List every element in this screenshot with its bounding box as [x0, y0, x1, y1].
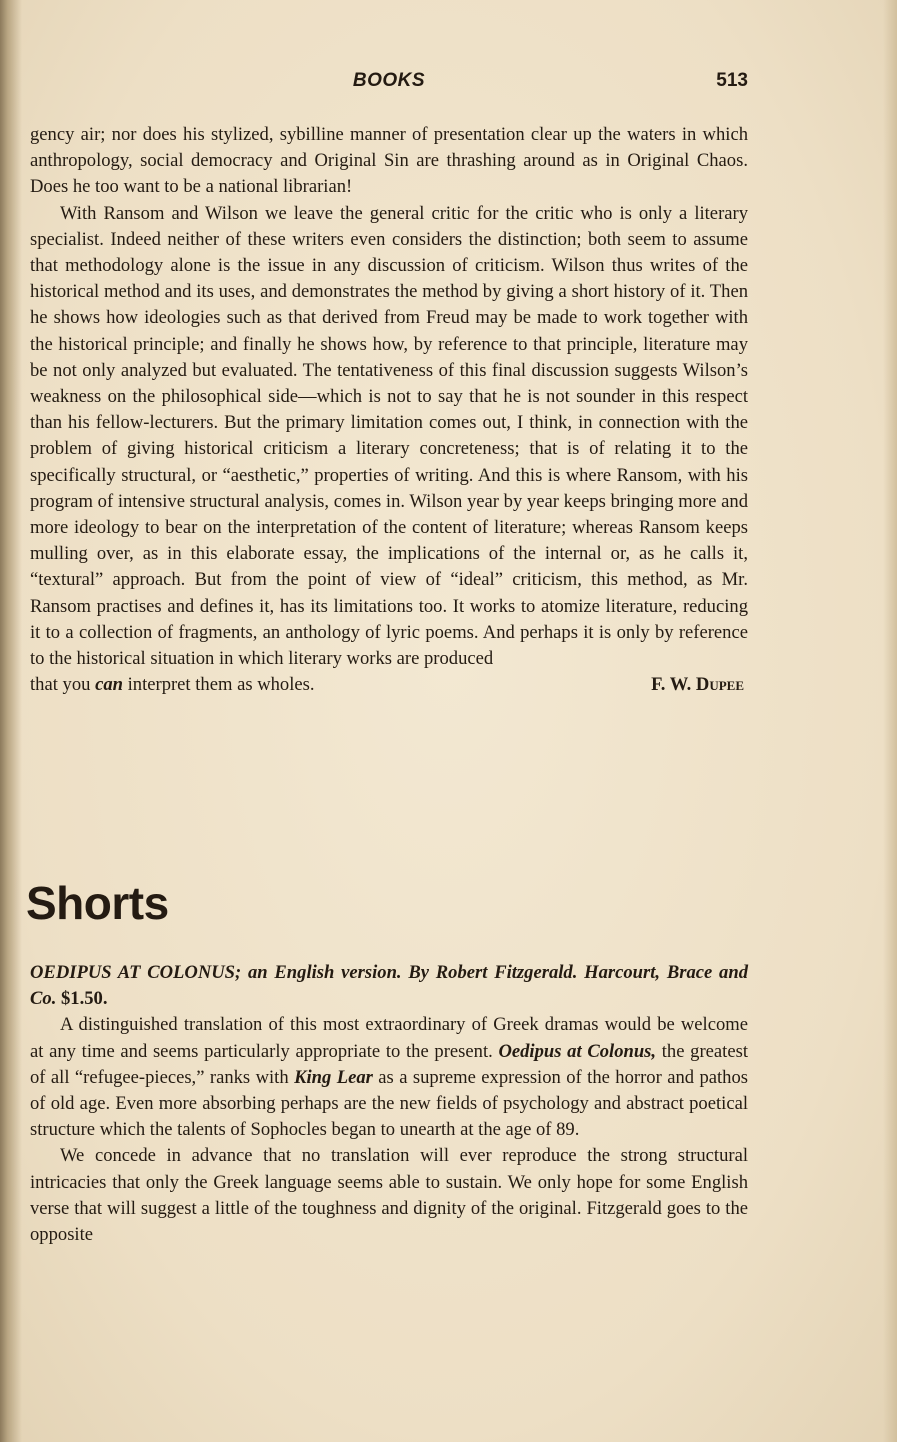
short-review: [30, 960, 748, 1248]
book-title: OEDIPUS AT COLONUS;: [30, 962, 242, 983]
running-head: BOOKS: [352, 70, 426, 91]
page-number: 513: [716, 70, 748, 91]
paragraph-text: With Ransom and Wilson we leave the general critic for the critic who is only a literary specialist. Indeed neither of these writers even considers the distinction; both seem to assume that methodology alone is the issue in any discussion of criticism. Wilson thus writes of the historical method and its uses, and demonstrates the method by giving a short history of it. Then he shows how ideologies such as that derived from Freud may be made to work together with the historical principle; and finally he shows how, by reference to that principle, literature may be not only analyzed but evaluated. The tentativeness of this final discussion suggests Wilson’s weakness on the philosophical side—which is not to say that he is not sounder in this respect than his fellow-lecturers. But the primary limitation comes out, I think, in connection with the problem of giving historical criticism a literary concreteness; that is of relating it to the specifically structural, or “aesthetic,” properties of writing. And this is where Ransom, with his program of intensive structural analysis, comes in. Wilson year by year keeps bringing more and more ideology to bear on the interpretation of the content of literature; whereas Ransom keeps mulling over, as in this elaborate essay, the implications of the internal or, as he calls it, “textural” approach. But from the point of view of “ideal” criticism, this method, as Mr. Ransom practises and defines it, has its limitations too. It works to atomize literature, reducing it to a collection of fragments, an anthology of lyric poems. And perhaps it is only by reference to the historical situation in which literary works are produced: [30, 202, 748, 670]
section-title: Shorts: [26, 877, 169, 929]
binding-gutter-shadow: [0, 0, 22, 1442]
paragraph: A distinguished translation of this most extraordinary of Greek dramas would be welcome at any time and seems particularly appropriate to the present. Oedipus at Colonus, the greatest of all “refugee-pieces,” ranks with King Lear as a supreme expression of the horror and pathos of old age. Even more absorbing perhaps are the new fields of psychology and abstract poetical structure which the talents of Sophocles began to unearth at the age of 89.: [30, 1014, 749, 1141]
page-edge-shadow: [883, 0, 897, 1442]
closing-line: that you can interpret them as wholes.: [30, 674, 315, 696]
book-price: $1.50.: [56, 988, 108, 1010]
paragraph: We concede in advance that no translation will ever reproduce the strong structural intricacies that only the Greek language seems able to sustain. We only hope for some English verse that will suggest a little of the toughness and dignity of the original. Fitzgerald goes to the opposite: [30, 1145, 748, 1246]
review-signoff: [30, 672, 748, 698]
paragraph: [30, 201, 748, 673]
emphasis: Oedipus at Colonus,: [498, 1040, 657, 1062]
paragraph: gency air; nor does his stylized, sybilline manner of presentation clear up the waters in which anthropology, social democracy and Original Sin are thrashing around as in Original Chaos. Does he too want to be a national librarian!: [30, 124, 748, 198]
book-citation: [30, 960, 748, 1012]
emphasis: King Lear: [294, 1066, 373, 1088]
book-description: an English version. By Robert Fitzgerald. Harcourt, Brace and Co.: [30, 962, 748, 1010]
page-header: [30, 70, 748, 100]
emphasis: can: [95, 674, 123, 696]
review-continuation: [30, 122, 748, 698]
reviewer-name: F. W. Dupee: [651, 674, 744, 696]
